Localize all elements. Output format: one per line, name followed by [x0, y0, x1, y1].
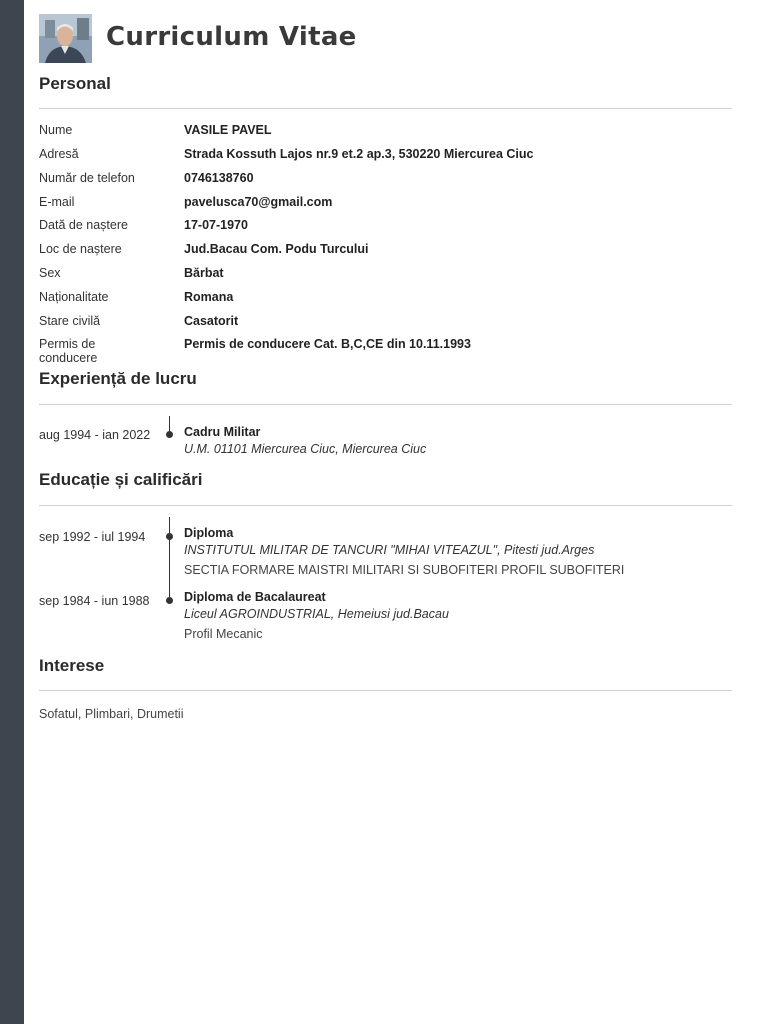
field-label: Adresă	[39, 147, 79, 161]
personal-row-birthplace	[39, 242, 732, 264]
personal-row-address	[39, 147, 732, 169]
field-value: Casatorit	[184, 314, 239, 328]
education-entry	[184, 589, 732, 643]
left-sidebar-bar	[0, 0, 24, 1024]
field-value: VASILE PAVEL	[184, 123, 272, 137]
field-label: Sex	[39, 266, 61, 280]
personal-row-driving-license	[39, 337, 732, 365]
section-divider	[39, 690, 732, 691]
field-value: pavelusca70@gmail.com	[184, 195, 333, 209]
personal-row-phone	[39, 171, 732, 193]
personal-row-marital-status	[39, 314, 732, 336]
field-label: Nume	[39, 123, 73, 137]
section-title-personal: Personal	[39, 74, 111, 93]
section-divider	[39, 108, 732, 109]
education-dates: sep 1992 - iul 1994	[39, 530, 146, 544]
field-value: Strada Kossuth Lajos nr.9 et.2 ap.3, 530220 Miercurea Ciuc	[184, 147, 534, 161]
timeline-line	[169, 517, 170, 597]
qualification-description: SECTIA FORMARE MAISTRI MILITARI SI SUBOFITERI PROFIL SUBOFITERI	[184, 563, 625, 577]
field-label: Număr de telefon	[39, 171, 135, 185]
section-divider	[39, 404, 732, 405]
personal-row-sex	[39, 266, 732, 288]
section-title-interests: Interese	[39, 656, 105, 675]
personal-row-name	[39, 123, 732, 145]
field-value: Bărbat	[184, 266, 224, 280]
qualification-title: Diploma de Bacalaureat	[184, 590, 326, 604]
qualification-description: Profil Mecanic	[184, 627, 263, 641]
field-value: 0746138760	[184, 171, 254, 185]
field-label: Naționalitate	[39, 290, 109, 304]
experience-dates: aug 1994 - ian 2022	[39, 428, 151, 442]
personal-row-email	[39, 195, 732, 217]
section-title-education: Educație și calificări	[39, 470, 203, 489]
profile-photo	[39, 14, 92, 63]
timeline-dot	[166, 533, 173, 540]
personal-row-nationality	[39, 290, 732, 312]
institution: Liceul AGROINDUSTRIAL, Hemeiusi jud.Bacau	[184, 607, 449, 621]
field-label: Permis de conducere	[39, 337, 98, 365]
job-title: Cadru Militar	[184, 425, 261, 439]
experience-entry	[184, 424, 732, 458]
section-divider	[39, 505, 732, 506]
section-title-experience: Experiență de lucru	[39, 369, 197, 388]
institution: INSTITUTUL MILITAR DE TANCURI "MIHAI VITEAZUL", Pitesti jud.Arges	[184, 543, 595, 557]
personal-row-birthdate	[39, 218, 732, 240]
field-value: 17-07-1970	[184, 218, 248, 232]
field-label: Loc de naștere	[39, 242, 122, 256]
qualification-title: Diploma	[184, 526, 234, 540]
document-title: Curriculum Vitae	[106, 22, 357, 52]
field-label: Stare civilă	[39, 314, 101, 328]
interests-text: Sofatul, Plimbari, Drumetii	[39, 707, 184, 721]
education-entry	[184, 525, 732, 579]
field-value: Permis de conducere Cat. B,C,CE din 10.11.1993	[184, 337, 471, 351]
employer: U.M. 01101 Miercurea Ciuc, Miercurea Ciuc	[184, 442, 427, 456]
timeline-dot	[166, 597, 173, 604]
field-label: Dată de naștere	[39, 218, 128, 232]
field-label: E-mail	[39, 195, 75, 209]
field-value: Romana	[184, 290, 234, 304]
field-value: Jud.Bacau Com. Podu Turcului	[184, 242, 369, 256]
timeline-dot	[166, 431, 173, 438]
education-dates: sep 1984 - iun 1988	[39, 594, 150, 608]
